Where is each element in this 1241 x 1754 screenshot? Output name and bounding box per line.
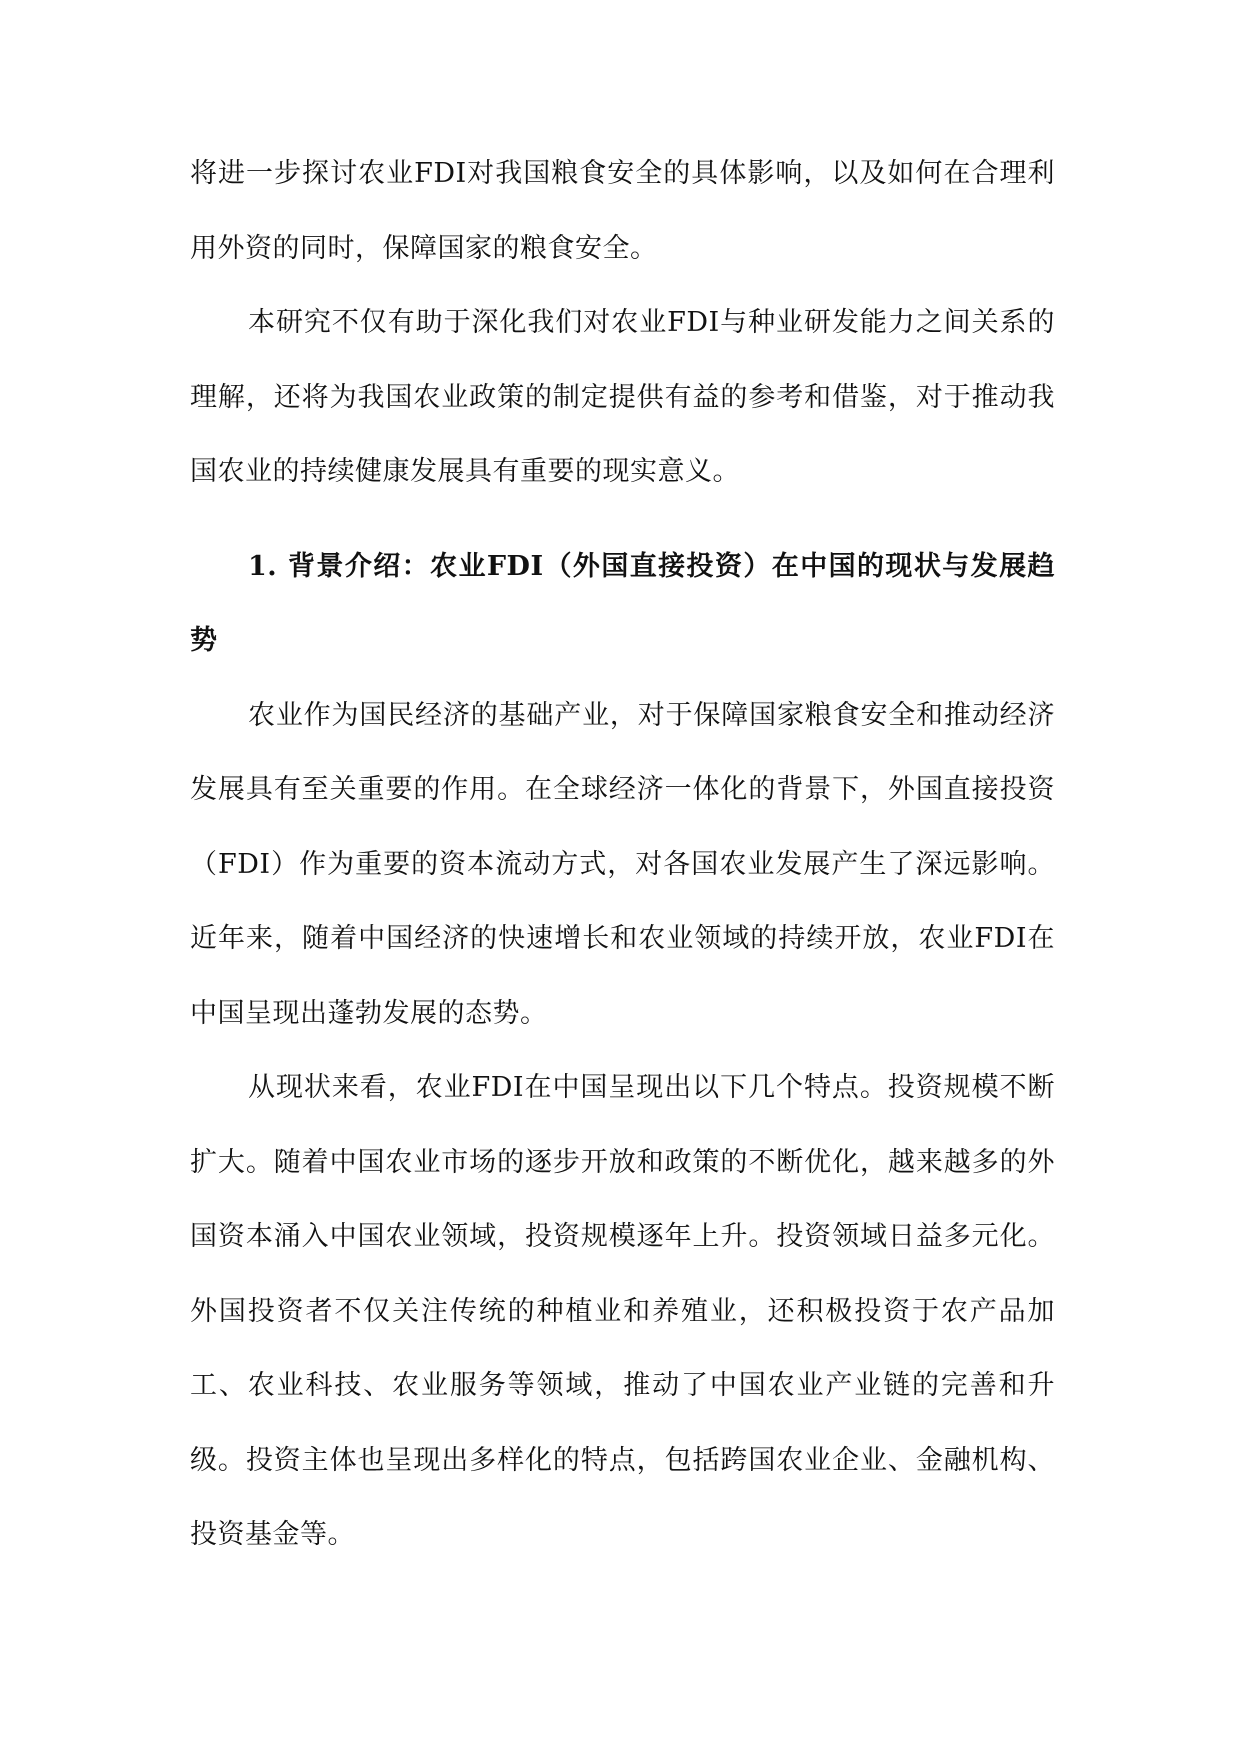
paragraph-fdi-characteristics: 从现状来看，农业FDI在中国呈现出以下几个特点。投资规模不断扩大。随着中国农业市场的逐步开放和政策的不断优化，越来越多的外国资本涌入中国农业领域，投资规模逐年上升。投资领域日益多元化。外国投资者不仅关注传统的种植业和养殖业，还积极投资于农产品加工、农业科技、农业服务等领域，推动了中国农业产业链的完善和升级。投资主体也呈现出多样化的特点，包括跨国农业企业、金融机构、投资基金等。 (190, 1072, 1055, 1550)
document-body (190, 137, 1055, 1573)
paragraph-continuation: 将进一步探讨农业FDI对我国粮食安全的具体影响，以及如何在合理利用外资的同时，保障国家的粮食安全。 (190, 158, 1055, 264)
paragraph-research-significance: 本研究不仅有助于深化我们对农业FDI与种业研发能力之间关系的理解，还将为我国农业政策的制定提供有益的参考和借鉴，对于推动我国农业的持续健康发展具有重要的现实意义。 (190, 307, 1055, 487)
paragraph-agriculture-background: 农业作为国民经济的基础产业，对于保障国家粮食安全和推动经济发展具有至关重要的作用。在全球经济一体化的背景下，外国直接投资（FDI）作为重要的资本流动方式，对各国农业发展产生了深远影响。近年来，随着中国经济的快速增长和农业领域的持续开放，农业FDI在中国呈现出蓬勃发展的态势。 (190, 699, 1055, 1029)
section-spacer (190, 510, 1055, 530)
section-heading: 1. 背景介绍：农业FDI（外国直接投资）在中国的现状与发展趋势 (190, 550, 1055, 656)
